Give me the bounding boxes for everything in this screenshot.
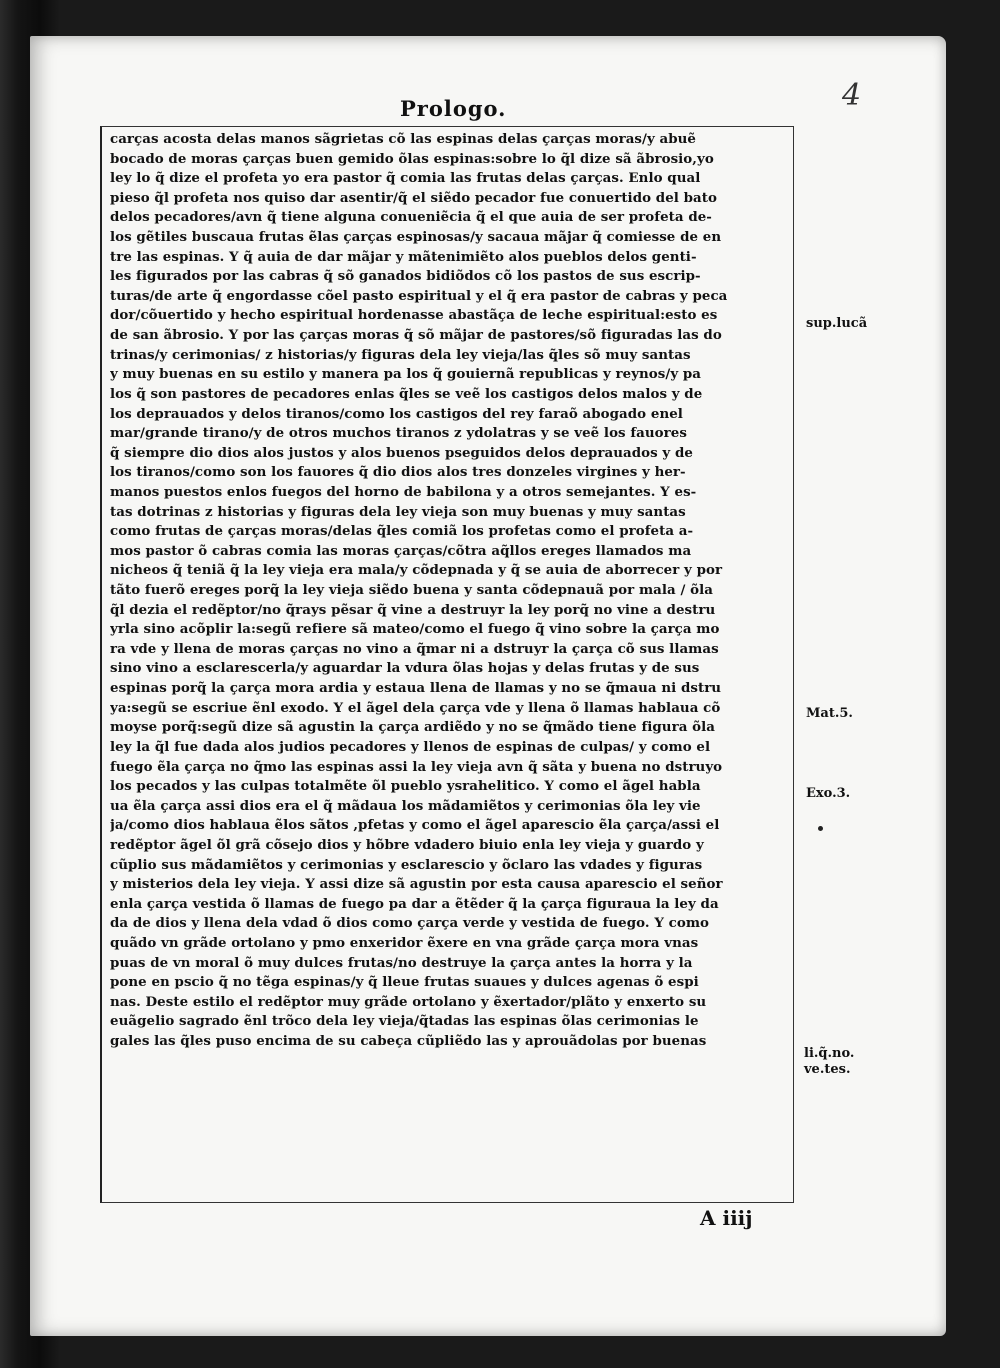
text-line: tãto fuerõ ereges porq̃ la ley vieja siẽdo buena y santa cõdepnauã por mala / õla: [110, 582, 713, 599]
text-line: los q̃ son pastores de pecadores enlas q̃les se veẽ los castigos delos malos y de: [110, 385, 703, 402]
body-text: [110, 130, 800, 1209]
text-line: pone en pscio q̃ no tẽga espinas/y q̃ lleue frutas suaues y dulces agenas õ espi: [110, 974, 699, 991]
text-line: nas. Deste estilo el redẽptor muy grãde ortolano y ẽxertador/plãto y enxerto su: [110, 993, 707, 1010]
text-line: manos puestos enlos fuegos del horno de babilona y a otros semejantes. Y es-: [110, 483, 697, 500]
running-head: Prologo.: [400, 96, 507, 121]
text-line: los pecados y las culpas totalmẽte õl pueblo ysrahelitico. Y como el ãgel habla: [110, 778, 701, 795]
margin-note-luca: sup.lucã: [806, 316, 868, 331]
text-line: q̃l dezia el redẽptor/no q̃rays pẽsar q̃ vine a destruyr la ley porq̃ no vine a destru: [110, 601, 716, 618]
text-line: de san ãbrosio. Y por las çarças moras q̃ sõ mãjar de pastores/sõ figuradas las do: [110, 327, 722, 344]
text-line: puas de vn moral õ muy dulces frutas/no destruye la çarça antes la horra y la: [110, 954, 693, 971]
text-line: [110, 1169, 800, 1189]
text-line: dor/cõuertido y hecho espiritual hordenasse abastãça de leche espiritual:esto es: [110, 307, 718, 324]
text-line: fuego ẽla çarça no q̃mo las espinas assi la ley vieja avn q̃ sãta y buena no dstruyo: [110, 758, 723, 775]
text-line: pieso q̃l profeta nos quiso dar asentir/q̃ el siẽdo pecador fue conuertido del bato: [110, 189, 717, 206]
signature-mark: A iiij: [700, 1206, 753, 1230]
text-line: [110, 1189, 800, 1209]
text-line: [110, 1052, 800, 1072]
margin-note-lib-line: ve.tes.: [804, 1062, 851, 1077]
margin-note-mat: Mat.5.: [806, 706, 853, 721]
text-line: delos pecadores/avn q̃ tiene alguna conueniẽcia q̃ el que auia de ser profeta de-: [110, 209, 712, 226]
margin-dot: [818, 826, 823, 831]
text-line: como frutas de çarças moras/delas q̃les comiã los profetas como el profeta a-: [110, 523, 694, 540]
text-line: ua ẽla çarça assi dios era el q̃ mãdaua los mãdamiẽtos y cerimonias õla ley vie: [110, 797, 701, 814]
text-line: y muy buenas en su estilo y manera pa los q̃ gouiernã republicas y reynos/y pa: [110, 366, 701, 383]
text-line: redẽptor ãgel õl grã cõsejo dios y hõbre vdadero biuio enla ley vieja y guardo y: [110, 836, 704, 853]
margin-note-exo: Exo.3.: [806, 786, 851, 801]
margin-note-lib: [804, 1046, 854, 1078]
text-line: mos pastor õ cabras comia las moras çarças/cõtra aq̃llos ereges llamados ma: [110, 542, 692, 559]
text-line: los gẽtiles buscaua frutas ẽlas çarças espinosas/y sacaua mãjar q̃ comiesse de en: [110, 229, 722, 246]
text-line: bocado de moras çarças buen gemido õlas espinas:sobre lo q̃l dize sã ãbrosio,yo: [110, 150, 714, 167]
text-line: ya:segũ se escriue ẽnl exodo. Y el ãgel dela çarça vde y llena õ llamas hablaua cõ: [110, 699, 721, 716]
text-line: yrla sino acõplir la:segũ refiere sã mateo/como el fuego q̃ vino sobre la çarça mo: [110, 621, 720, 638]
text-line: q̃ siempre dio dios alos justos y alos buenos pseguidos delos deprauados y de: [110, 444, 693, 461]
text-line: [110, 1130, 800, 1150]
text-line: los tiranos/como son los fauores q̃ dio dios alos tres donzeles virgines y her-: [110, 464, 686, 481]
text-line: y misterios dela ley vieja. Y assi dize sã agustin por esta causa aparescio el señor: [110, 876, 723, 893]
text-line: cũplio sus mãdamiẽtos y cerimonias y esclarescio y õclaro las vdades y figuras: [110, 856, 703, 873]
text-line: [110, 1091, 800, 1111]
text-line: turas/de arte q̃ engordasse cõel pasto espiritual y el q̃ era pastor de cabras y peca: [110, 287, 728, 304]
text-line: enla çarça vestida õ llamas de fuego pa dar a ẽtẽder q̃ la çarça figuraua la ley da: [110, 895, 719, 912]
text-line: [110, 1071, 800, 1091]
text-line: da de dios y llena dela vdad õ dios como çarça verde y vestida de fuego. Y como: [110, 915, 710, 932]
text-line: ley la q̃l fue dada alos judios pecadores y llenos de espinas de culpas/ y como el: [110, 738, 711, 755]
text-line: les figurados por las cabras q̃ sõ ganados bidiõdos cõ los pastos de sus escrip-: [110, 268, 701, 285]
page-number: 4: [842, 78, 862, 113]
text-line: [110, 1110, 800, 1130]
text-line: euãgelio sagrado ẽnl trõco dela ley vieja/q̃tadas las espinas õlas cerimonias le: [110, 1013, 699, 1030]
text-line: ja/como dios hablaua ẽlos sãtos ,pfetas y como el ãgel aparescio ẽla çarça/assi el: [110, 817, 720, 834]
text-line: quãdo vn grãde ortolano y pmo enxeridor ẽxere en vna grãde çarça mora vnas: [110, 934, 699, 951]
text-line: [110, 1150, 800, 1170]
text-line: moyse porq̃:segũ dize sã agustin la çarça ardiẽdo y no se q̃mãdo tiene figura õla: [110, 719, 715, 736]
text-line: sino vino a esclarescerla/y aguardar la vdura õlas hojas y delas frutas y de sus: [110, 660, 700, 677]
margin-note-lib-line: li.q̃.no.: [804, 1046, 855, 1061]
text-line: espinas porq̃ la çarça mora ardia y estaua llena de llamas y no se q̃maua ni dstru: [110, 680, 722, 697]
text-line: ra vde y llena de moras çarças no vino a q̃mar ni a dstruyr la çarça cõ sus llamas: [110, 640, 719, 657]
text-line: trinas/y cerimonias/ z historias/y figuras dela ley vieja/las q̃les sõ muy santas: [110, 346, 691, 363]
text-line: mar/grande tirano/y de otros muchos tiranos z ydolatras y se veẽ los fauores: [110, 425, 687, 442]
text-line: tas dotrinas z historias y figuras dela ley vieja son muy buenas y muy santas: [110, 503, 686, 520]
text-line: los deprauados y delos tiranos/como los castigos del rey faraõ abogado enel: [110, 405, 683, 422]
text-line: carças acosta delas manos sãgrietas cõ las espinas delas çarças moras/y abuẽ: [110, 131, 696, 147]
text-line: nicheos q̃ teniã q̃ la ley vieja era mala/y cõdepnada y q̃ se auia de aborrecer y por: [110, 562, 723, 579]
text-line: ley lo q̃ dize el profeta yo era pastor q̃ comia las frutas delas çarças. Enlo qual: [110, 170, 701, 187]
text-line: gales las q̃les puso encima de su cabeça cũpliẽdo las y aprouãdolas por buenas: [110, 1033, 707, 1050]
text-line: tre las espinas. Y q̃ auia de dar mãjar y mãtenimiẽto alos pueblos delos genti-: [110, 248, 697, 265]
